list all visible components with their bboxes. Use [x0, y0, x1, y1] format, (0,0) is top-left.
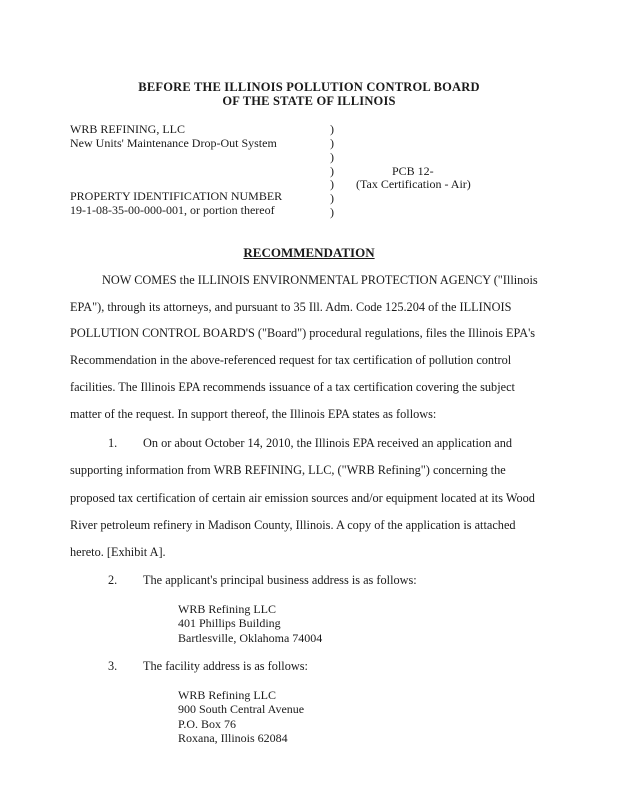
intro-line-2: EPA"), through its attorneys, and pursuant to 35 Ill. Adm. Code 125.204 of the ILLINOIS: [70, 300, 512, 314]
item-2-line-1: The applicant's principal business address is as follows:: [143, 573, 417, 587]
caption-paren-7: ): [330, 205, 334, 219]
item-1-line-3: proposed tax certification of certain air emission sources and/or equipment located at its Wood: [70, 491, 535, 505]
item-1-line-5: hereto. [Exhibit A].: [70, 545, 166, 559]
intro-line-6: matter of the request. In support thereof, the Illinois EPA states as follows:: [70, 407, 437, 421]
item-1-line-1: On or about October 14, 2010, the Illinois EPA received an application and: [143, 436, 513, 450]
caption-paren-4: ): [330, 164, 334, 178]
caption-paren-1: ): [330, 122, 334, 136]
document-title: RECOMMENDATION: [243, 245, 375, 260]
caption-property-label: PROPERTY IDENTIFICATION NUMBER: [70, 189, 283, 203]
item-2-address-line-1: WRB Refining LLC: [178, 602, 276, 616]
item-3-number: 3.: [108, 659, 118, 673]
intro-line-3: POLLUTION CONTROL BOARD'S ("Board") procedural regulations, files the Illinois EPA's: [70, 326, 536, 340]
caption-paren-3: ): [330, 150, 334, 164]
caption-paren-6: ): [330, 191, 334, 205]
caption-property-number: 19-1-08-35-00-000-001, or portion thereof: [70, 203, 275, 217]
item-1-number: 1.: [108, 436, 118, 450]
item-2-address-line-3: Bartlesville, Oklahoma 74004: [178, 631, 323, 645]
caption-paren-2: ): [330, 136, 334, 150]
intro-line-5: facilities. The Illinois EPA recommends issuance of a tax certification covering the subject: [70, 380, 515, 394]
case-type: (Tax Certification - Air): [356, 177, 471, 191]
item-2-address-line-2: 401 Phillips Building: [178, 616, 281, 630]
item-3-address-line-1: WRB Refining LLC: [178, 688, 276, 702]
caption-party-name: WRB REFINING, LLC: [70, 122, 185, 136]
item-1-line-2: supporting information from WRB REFINING, LLC, ("WRB Refining") concerning the: [70, 463, 506, 477]
intro-line-1: NOW COMES the ILLINOIS ENVIRONMENTAL PROTECTION AGENCY ("Illinois: [102, 273, 538, 287]
case-number: PCB 12-: [392, 164, 434, 178]
item-1-line-4: River petroleum refinery in Madison County, Illinois. A copy of the application is attached: [70, 518, 516, 532]
caption-paren-5: ): [330, 177, 334, 191]
board-heading-line2: OF THE STATE OF ILLINOIS: [222, 94, 396, 108]
item-2-number: 2.: [108, 573, 118, 587]
item-3-address-line-4: Roxana, Illinois 62084: [178, 731, 288, 745]
item-3-line-1: The facility address is as follows:: [143, 659, 308, 673]
item-3-address-line-2: 900 South Central Avenue: [178, 702, 305, 716]
caption-system-name: New Units' Maintenance Drop-Out System: [70, 136, 277, 150]
intro-line-4: Recommendation in the above-referenced request for tax certification of pollution control: [70, 353, 512, 367]
item-3-address-line-3: P.O. Box 76: [178, 717, 237, 731]
board-heading-line1: BEFORE THE ILLINOIS POLLUTION CONTROL BOARD: [138, 80, 480, 94]
